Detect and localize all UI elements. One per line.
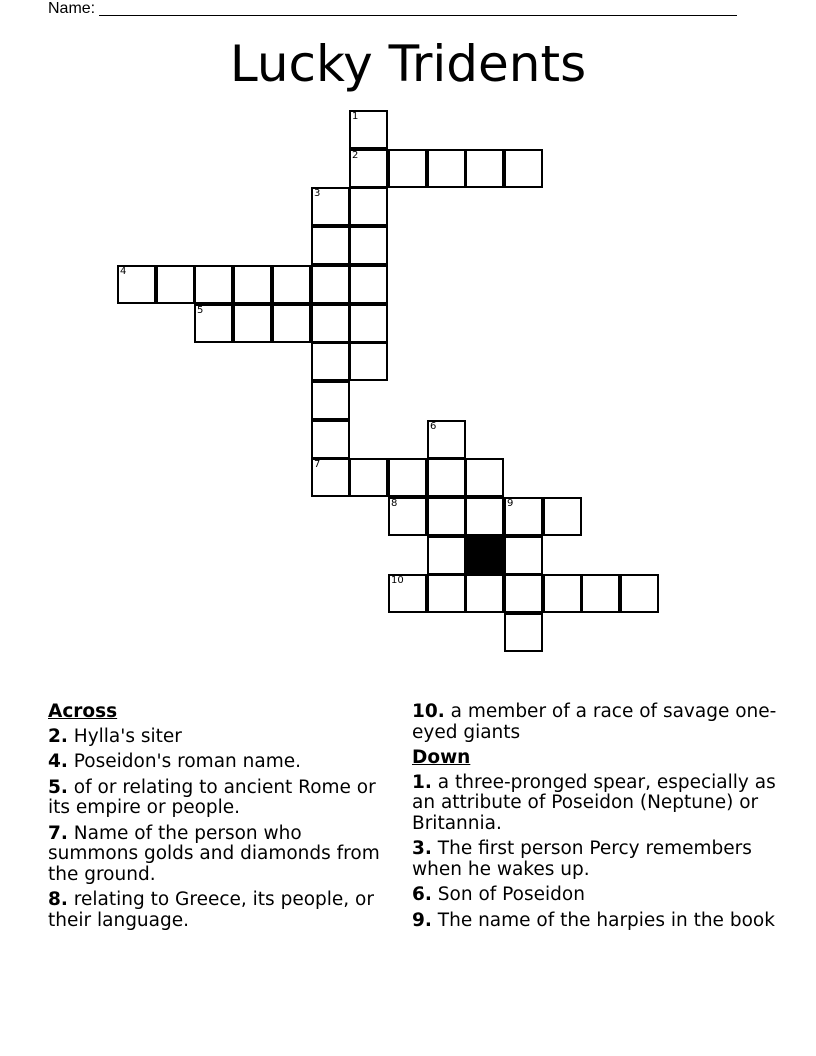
crossword-cell[interactable] bbox=[543, 574, 582, 613]
crossword-cell[interactable] bbox=[349, 265, 388, 304]
crossword-cell[interactable] bbox=[311, 458, 350, 497]
clue-down-6 bbox=[412, 885, 782, 906]
clue-text: The name of the harpies in the book bbox=[437, 909, 775, 931]
crossword-cell[interactable] bbox=[388, 574, 427, 613]
clue-number: 2. bbox=[48, 725, 68, 747]
clue-across-4 bbox=[48, 752, 388, 773]
crossword-cell[interactable] bbox=[311, 265, 350, 304]
clue-text: a three-pronged spear, especially as an attribute of Poseidon (Neptune) or Britannia. bbox=[412, 771, 776, 834]
clue-text: The first person Percy remembers when he wakes up. bbox=[412, 838, 752, 880]
crossword-cell[interactable] bbox=[427, 497, 466, 536]
crossword-cell[interactable] bbox=[311, 420, 350, 459]
crossword-cell[interactable] bbox=[427, 458, 466, 497]
crossword-cell[interactable] bbox=[504, 574, 543, 613]
cell-number: 8 bbox=[391, 498, 398, 509]
crossword-cell[interactable] bbox=[465, 458, 504, 497]
clue-number: 10. bbox=[412, 701, 445, 722]
crossword-cell[interactable] bbox=[349, 110, 388, 149]
crossword-cell[interactable] bbox=[504, 613, 543, 652]
crossword-cell[interactable] bbox=[388, 458, 427, 497]
clue-text: relating to Greece, its people, or their language. bbox=[48, 889, 374, 931]
crossword-cell[interactable] bbox=[465, 574, 504, 613]
crossword-cell[interactable] bbox=[388, 149, 427, 188]
clue-number: 5. bbox=[48, 776, 68, 798]
clue-number: 4. bbox=[48, 751, 68, 772]
crossword-cell[interactable] bbox=[581, 574, 620, 613]
crossword-cell[interactable] bbox=[156, 265, 195, 304]
crossword-cell[interactable] bbox=[311, 342, 350, 381]
crossword-cell[interactable] bbox=[194, 304, 233, 343]
crossword-cell[interactable] bbox=[194, 265, 233, 304]
clue-text: Poseidon's roman name. bbox=[73, 751, 301, 772]
crossword-cell[interactable] bbox=[272, 265, 311, 304]
cell-number: 1 bbox=[352, 111, 359, 122]
crossword-cell[interactable] bbox=[311, 381, 350, 420]
crossword-cell[interactable] bbox=[117, 265, 156, 304]
crossword-cell[interactable] bbox=[504, 536, 543, 575]
clue-number: 6. bbox=[412, 884, 432, 905]
crossword-cell[interactable] bbox=[388, 497, 427, 536]
crossword-cell[interactable] bbox=[311, 304, 350, 343]
crossword-cell[interactable] bbox=[349, 187, 388, 226]
crossword-cell[interactable] bbox=[465, 497, 504, 536]
clue-text: Name of the person who summons golds and diamonds from the ground. bbox=[48, 822, 380, 885]
crossword-cell[interactable] bbox=[349, 226, 388, 265]
clue-text: of or relating to ancient Rome or its empire or people. bbox=[48, 776, 376, 818]
crossword-cell[interactable] bbox=[465, 149, 504, 188]
crossword-cell[interactable] bbox=[504, 149, 543, 188]
crossword-cell[interactable] bbox=[349, 342, 388, 381]
cell-number: 3 bbox=[314, 188, 321, 199]
cell-number: 4 bbox=[120, 266, 127, 277]
clue-down-1 bbox=[412, 773, 782, 835]
clue-text: Son of Poseidon bbox=[437, 884, 585, 905]
cell-number: 6 bbox=[430, 421, 437, 432]
puzzle-title: Lucky Tridents bbox=[229, 35, 587, 93]
clue-across-7 bbox=[48, 824, 388, 886]
crossword-cell[interactable] bbox=[233, 304, 272, 343]
clue-number: 9. bbox=[412, 909, 432, 931]
crossword-cell[interactable] bbox=[427, 574, 466, 613]
clue-text: a member of a race of savage one-eyed giants bbox=[412, 701, 777, 743]
crossword-cell[interactable] bbox=[427, 149, 466, 188]
clues-left-column bbox=[48, 702, 388, 936]
crossword-block bbox=[465, 536, 504, 575]
clue-across-10 bbox=[412, 702, 782, 743]
crossword-cell[interactable] bbox=[349, 458, 388, 497]
crossword-cell[interactable] bbox=[311, 226, 350, 265]
clues-right-column bbox=[412, 702, 782, 936]
crossword-cell[interactable] bbox=[311, 187, 350, 226]
crossword-cell[interactable] bbox=[427, 536, 466, 575]
cell-number: 5 bbox=[197, 305, 204, 316]
cell-number: 7 bbox=[314, 459, 321, 470]
cell-number: 10 bbox=[391, 575, 404, 586]
cell-number: 9 bbox=[507, 498, 514, 509]
clue-number: 8. bbox=[48, 889, 68, 910]
down-heading: Down bbox=[412, 747, 471, 768]
clue-across-2 bbox=[48, 727, 388, 748]
cell-number: 2 bbox=[352, 150, 359, 161]
clue-down-9 bbox=[412, 911, 782, 932]
crossword-cell[interactable] bbox=[427, 420, 466, 459]
clue-number: 1. bbox=[412, 771, 432, 793]
crossword-cell[interactable] bbox=[349, 149, 388, 188]
clue-number: 7. bbox=[48, 822, 68, 844]
crossword-cell[interactable] bbox=[272, 304, 311, 343]
across-heading: Across bbox=[48, 701, 118, 722]
crossword-cell[interactable] bbox=[233, 265, 272, 304]
crossword-cell[interactable] bbox=[543, 497, 582, 536]
clue-text: Hylla's siter bbox=[73, 725, 182, 747]
clue-across-5 bbox=[48, 778, 388, 819]
clue-number: 3. bbox=[412, 838, 432, 859]
name-label: Name: bbox=[48, 0, 96, 17]
crossword-cell[interactable] bbox=[349, 304, 388, 343]
crossword-cell[interactable] bbox=[504, 497, 543, 536]
crossword-cell[interactable] bbox=[620, 574, 659, 613]
clue-across-8 bbox=[48, 890, 388, 931]
clue-down-3 bbox=[412, 839, 782, 880]
